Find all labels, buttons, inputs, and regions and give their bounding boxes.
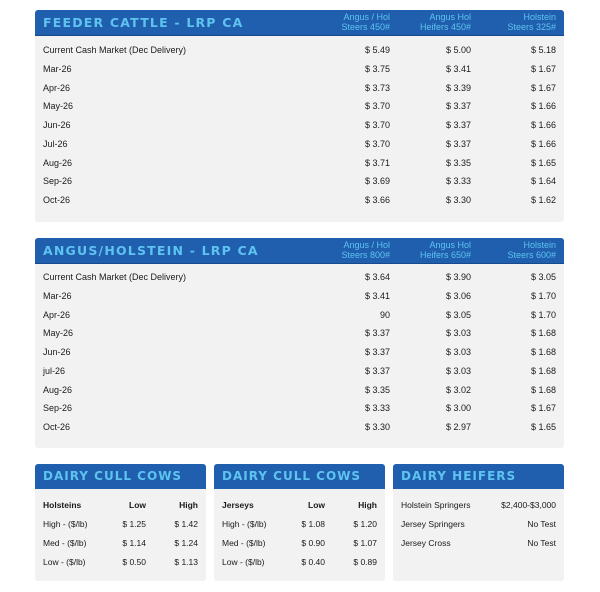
price-value: No Test <box>527 538 556 548</box>
high-value: $ 1.13 <box>174 557 198 567</box>
dairy-cull-holsteins-header <box>35 464 206 489</box>
price-value: $2,400-$3,000 <box>501 500 556 510</box>
low-value: $ 1.14 <box>122 538 146 548</box>
col2-value: $ 3.03 <box>445 347 471 357</box>
table-row <box>35 136 564 155</box>
row-label: Jul-26 <box>43 138 68 149</box>
col3-value: $ 1.68 <box>530 365 556 376</box>
col2-value: $ 3.30 <box>445 195 471 205</box>
table-row <box>35 192 564 211</box>
col2-value: $ 3.06 <box>445 290 471 301</box>
table-row <box>35 117 564 136</box>
column-header: Holsteins <box>43 500 82 510</box>
row-label: Low - ($/lb) <box>43 557 86 567</box>
dairy-cull-holsteins-title: DAIRY CULL COWS <box>43 469 183 483</box>
table-row <box>35 173 564 192</box>
col3-value: $ 1.67 <box>530 63 556 74</box>
col1-value: $ 3.35 <box>364 384 390 395</box>
row-label: Aug-26 <box>43 384 73 395</box>
row-label: Current Cash Market (Dec Delivery) <box>43 272 187 282</box>
dairy-heifers-panel <box>393 464 564 581</box>
high-value: $ 1.07 <box>353 538 377 548</box>
col3-value: $ 1.62 <box>530 195 556 205</box>
feeder-col1-header: Angus / Hol Steers 450# <box>341 12 390 32</box>
angus-holstein-panel <box>35 238 564 448</box>
row-label: Jersey Springers <box>401 519 465 529</box>
col2-value: $ 3.35 <box>445 157 471 168</box>
row-label: Oct-26 <box>43 195 71 205</box>
col1-value: $ 3.70 <box>364 120 390 130</box>
col2-value: $ 3.03 <box>445 365 471 376</box>
col1-value: $ 3.37 <box>364 347 390 357</box>
table-row <box>214 516 385 535</box>
table-row <box>35 61 564 80</box>
table-row <box>393 516 564 535</box>
table-row <box>35 400 564 419</box>
row-label: May-26 <box>43 328 74 339</box>
table-row <box>393 535 564 554</box>
col1-value: $ 3.64 <box>364 272 390 282</box>
feeder-cattle-title: FEEDER CATTLE - LRP CA <box>43 15 244 30</box>
table-row <box>35 307 564 326</box>
row-label: Low - ($/lb) <box>222 557 265 567</box>
table-row <box>214 535 385 554</box>
col3-value: $ 1.68 <box>530 384 556 395</box>
table-row <box>35 516 206 535</box>
row-label: Sep-26 <box>43 403 73 414</box>
col1-value: $ 3.41 <box>364 290 390 301</box>
col2-value: $ 3.37 <box>445 138 471 149</box>
col2-value: $ 3.00 <box>445 403 471 414</box>
row-label: May-26 <box>43 101 74 112</box>
row-label: Apr-26 <box>43 82 71 93</box>
feeder-col2-header: Angus Hol Heifers 450# <box>419 12 471 32</box>
table-header-row <box>214 497 385 516</box>
col2-value: $ 2.97 <box>445 422 471 432</box>
angus-holstein-title: ANGUS/HOLSTEIN - LRP CA <box>43 243 259 258</box>
row-label: Mar-26 <box>43 63 72 74</box>
column-header: Low <box>308 500 325 510</box>
col3-value: $ 1.70 <box>530 290 556 301</box>
col2-value: $ 3.05 <box>445 309 471 320</box>
table-row <box>35 325 564 344</box>
col3-value: $ 1.66 <box>530 120 556 130</box>
col1-value: $ 3.69 <box>364 176 390 187</box>
angus-col3-header: Holstein Steers 600# <box>507 240 556 260</box>
dairy-cull-holsteins-table <box>35 497 206 573</box>
col3-value: $ 1.66 <box>530 101 556 112</box>
row-label: Holstein Springers <box>401 500 471 510</box>
table-row <box>214 554 385 573</box>
col2-value: $ 3.33 <box>445 176 471 187</box>
table-row <box>35 80 564 99</box>
col1-value: $ 3.73 <box>364 82 390 93</box>
col2-value: $ 3.02 <box>445 384 471 395</box>
row-label: Current Cash Market (Dec Delivery) <box>43 45 187 55</box>
dairy-heifers-table <box>393 497 564 554</box>
low-value: $ 1.25 <box>122 519 146 529</box>
high-value: $ 1.20 <box>353 519 377 529</box>
table-row <box>35 382 564 401</box>
low-value: $ 0.40 <box>301 557 325 567</box>
col1-value: $ 3.70 <box>364 138 390 149</box>
col3-value: $ 1.65 <box>530 157 556 168</box>
table-header-row <box>35 497 206 516</box>
col1-value: $ 3.37 <box>364 328 390 339</box>
col3-value: $ 1.66 <box>530 138 556 149</box>
row-label: Apr-26 <box>43 309 71 320</box>
feeder-cattle-header <box>35 10 564 35</box>
table-row <box>35 344 564 363</box>
col1-value: 90 <box>379 309 390 320</box>
col3-value: $ 1.68 <box>530 347 556 357</box>
row-label: High - ($/lb) <box>222 519 267 529</box>
price-value: No Test <box>527 519 556 529</box>
column-header: High <box>358 500 377 510</box>
dairy-heifers-title: DAIRY HEIFERS <box>401 469 517 483</box>
row-label: High - ($/lb) <box>43 519 88 529</box>
row-label: Med - ($/lb) <box>222 538 266 548</box>
table-row <box>393 497 564 516</box>
col1-value: $ 3.71 <box>364 157 390 168</box>
col1-value: $ 3.75 <box>364 63 390 74</box>
col3-value: $ 1.70 <box>530 309 556 320</box>
col3-value: $ 5.18 <box>530 45 556 55</box>
angus-holstein-table <box>35 269 564 438</box>
dairy-cull-jerseys-panel <box>214 464 385 581</box>
feeder-col3-header: Holstein Steers 325# <box>507 12 556 32</box>
row-label: Aug-26 <box>43 157 73 168</box>
dairy-cull-holsteins-panel <box>35 464 206 581</box>
col2-value: $ 3.03 <box>445 328 471 339</box>
angus-col2-header: Angus Hol Heifers 650# <box>419 240 471 260</box>
feeder-cattle-table <box>35 42 564 211</box>
table-row <box>35 535 206 554</box>
col2-value: $ 3.37 <box>445 120 471 130</box>
row-label: jul-26 <box>43 365 66 376</box>
column-header: Low <box>129 500 146 510</box>
low-value: $ 0.50 <box>122 557 146 567</box>
col2-value: $ 3.90 <box>445 272 471 282</box>
row-label: Jun-26 <box>43 347 71 357</box>
table-row <box>35 98 564 117</box>
col1-value: $ 5.49 <box>364 45 390 55</box>
col3-value: $ 1.68 <box>530 328 556 339</box>
col3-value: $ 1.65 <box>530 422 556 432</box>
table-row <box>35 269 564 288</box>
col2-value: $ 3.39 <box>445 82 471 93</box>
column-header: High <box>179 500 198 510</box>
row-label: Sep-26 <box>43 176 73 187</box>
dairy-cull-jerseys-table <box>214 497 385 573</box>
col1-value: $ 3.37 <box>364 365 390 376</box>
low-value: $ 0.90 <box>301 538 325 548</box>
row-label: Jun-26 <box>43 120 71 130</box>
col1-value: $ 3.70 <box>364 101 390 112</box>
dairy-cull-jerseys-header <box>214 464 385 489</box>
row-label: Med - ($/lb) <box>43 538 87 548</box>
row-label: Jersey Cross <box>401 538 451 548</box>
column-header: Jerseys <box>222 500 254 510</box>
col3-value: $ 3.05 <box>530 272 556 282</box>
table-row <box>35 363 564 382</box>
table-row <box>35 554 206 573</box>
table-row <box>35 155 564 174</box>
high-value: $ 1.42 <box>174 519 198 529</box>
table-row <box>35 288 564 307</box>
feeder-cattle-panel <box>35 10 564 222</box>
col3-value: $ 1.67 <box>530 403 556 414</box>
col1-value: $ 3.30 <box>364 422 390 432</box>
col2-value: $ 3.37 <box>445 101 471 112</box>
angus-col1-header: Angus / Hol Steers 800# <box>341 240 390 260</box>
col2-value: $ 5.00 <box>445 45 471 55</box>
col2-value: $ 3.41 <box>445 63 471 74</box>
high-value: $ 1.24 <box>174 538 198 548</box>
row-label: Oct-26 <box>43 422 71 432</box>
angus-holstein-header <box>35 238 564 263</box>
dairy-heifers-header <box>393 464 564 489</box>
col3-value: $ 1.67 <box>530 82 556 93</box>
col3-value: $ 1.64 <box>530 176 556 187</box>
col1-value: $ 3.33 <box>364 403 390 414</box>
col1-value: $ 3.66 <box>364 195 390 205</box>
dairy-cull-jerseys-title: DAIRY CULL COWS <box>222 469 362 483</box>
table-row <box>35 419 564 438</box>
high-value: $ 0.89 <box>353 557 377 567</box>
table-row <box>35 42 564 61</box>
low-value: $ 1.08 <box>301 519 325 529</box>
row-label: Mar-26 <box>43 290 72 301</box>
